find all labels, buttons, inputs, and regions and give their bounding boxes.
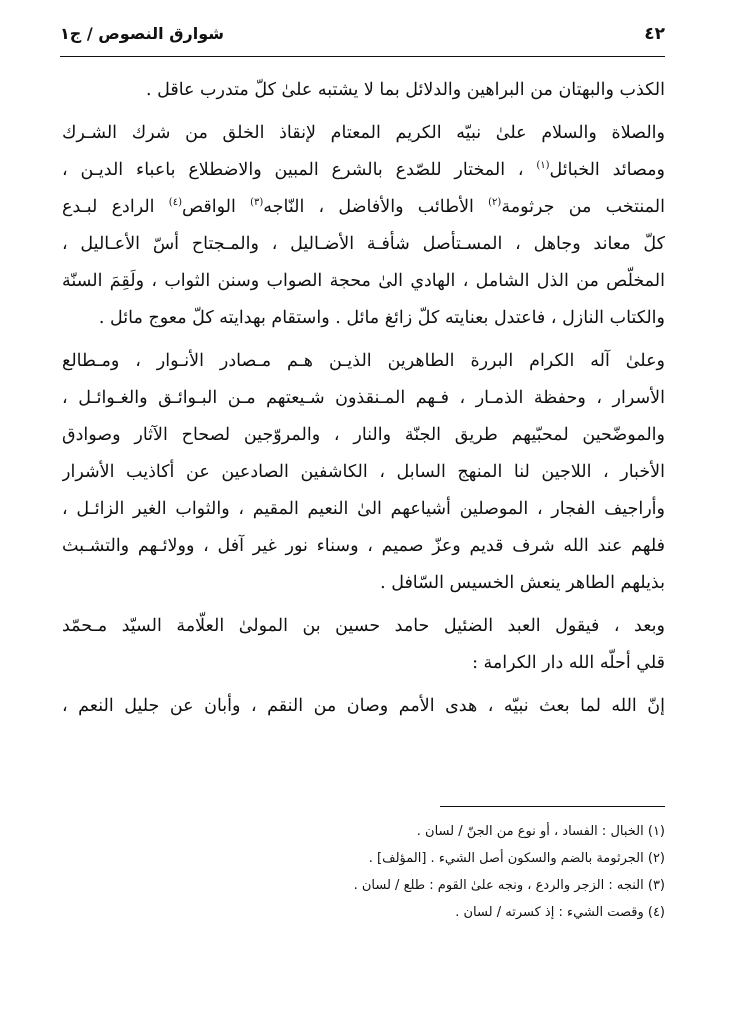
- footnote: (٤) وقصت الشيء : إذ كسرته / لسان .: [455, 905, 665, 920]
- text-line: والموضّحين لمحبّيهم طريق الجنّة والنار ، والمروّجين لصحاح الآثار وصوادق: [62, 425, 665, 445]
- text-line: والصلاة والسلام علىٰ نبيّه الكريم المعتام لإنقاذ الخلق من شرك الشـرك: [62, 123, 665, 143]
- text-line: فلهم عند الله شرف قديم وعزّ صميم ، وسناء نور غير آفل ، وولائـهم والتشـبث: [62, 536, 665, 556]
- text-line: المخلّص من الذل الشامل ، الهادي الىٰ محجة الصواب وسنن الثواب ، ولَقِمَ السنّة: [62, 271, 665, 291]
- main-text: [62, 72, 665, 725]
- text-line: المنتخب من جرثومة$^{(٢)}$ الأطائب والأفاضل ، النّاجه$^{(٣)}$ الواقص$^{(٤)}$ الرادع لبـدع: [62, 197, 665, 217]
- footnotes: [62, 818, 665, 926]
- text-line: ومصائد الخبائل$^{(١)}$ ، المختار للصّدع بالشرع المبين والاضطلاع باعباء الديـن ،: [62, 160, 665, 180]
- footnote-marker: (٣): [250, 197, 264, 209]
- text-line: والكتاب النازل ، فاعتدل بعنايته كلّ زائغ مائل . واستقام بهدايته كلّ معوج مائل .: [98, 308, 665, 328]
- footnote: (١) الخبال : الفساد ، أو نوع من الجنّ / لسان .: [416, 824, 665, 839]
- footnote-marker: (١): [536, 160, 550, 172]
- header-divider: [60, 56, 665, 57]
- text-line: بذيلهم الطاهر ينعش الخسيس السّافل .: [380, 573, 665, 593]
- footnote-divider: [440, 806, 665, 807]
- text-line: الكذب والبهتان من البراهين والدلائل بما لا يشتبه علىٰ كلّ متدرب عاقل .: [145, 80, 665, 100]
- footnote-marker: (٤): [168, 197, 182, 209]
- page-number: ٤٢: [644, 24, 665, 44]
- text-line: وبعد ، فيقول العبد الضئيل حامد حسين بن المولىٰ العلّامة السيّد مـحمّد: [62, 616, 665, 636]
- text-line: وأراجيف الفجار ، الموصلين أشياعهم الىٰ النعيم المقيم ، والثواب الغير الزائـل ،: [62, 499, 665, 519]
- page-header: [60, 22, 665, 52]
- footnote-marker: (٢): [488, 197, 502, 209]
- text-line: الأخبار ، اللاجين لنا المنهج السابل ، الكاشفين الصادعين عن أكاذيب الأشرار: [62, 462, 665, 482]
- footnote: (٣) النجه : الزجر والردع ، ونجه علىٰ القوم : طلع / لسان .: [353, 878, 665, 893]
- text-line: إنّ الله لما بعث نبيّه ، هدى الأمم وصان من النقم ، وأبان عن جليل النعم ،: [62, 696, 665, 716]
- text-line: الأسرار ، وحفظة الذمـار ، فـهم المـنقذون شـيعتهم مـن البـوائـق والغـوائـل ،: [62, 388, 665, 408]
- footnote: (٢) الجرثومة بالضم والسكون أصل الشيء . [المؤلف] .: [368, 851, 665, 866]
- text-line: كلّ معاند وجاهل ، المسـتأصل شأفـة الأضـاليل ، والمـجتاح أسّ الأعـاليل ،: [62, 234, 665, 254]
- text-line: وعلىٰ آله الكرام البررة الطاهرين الذيـن هـم مـصادر الأنـوار ، ومـطالع: [62, 351, 665, 371]
- running-title: شوارق النصوص / ج١: [60, 24, 224, 43]
- text-line: قلي أحلّه الله دار الكرامة :: [472, 653, 665, 673]
